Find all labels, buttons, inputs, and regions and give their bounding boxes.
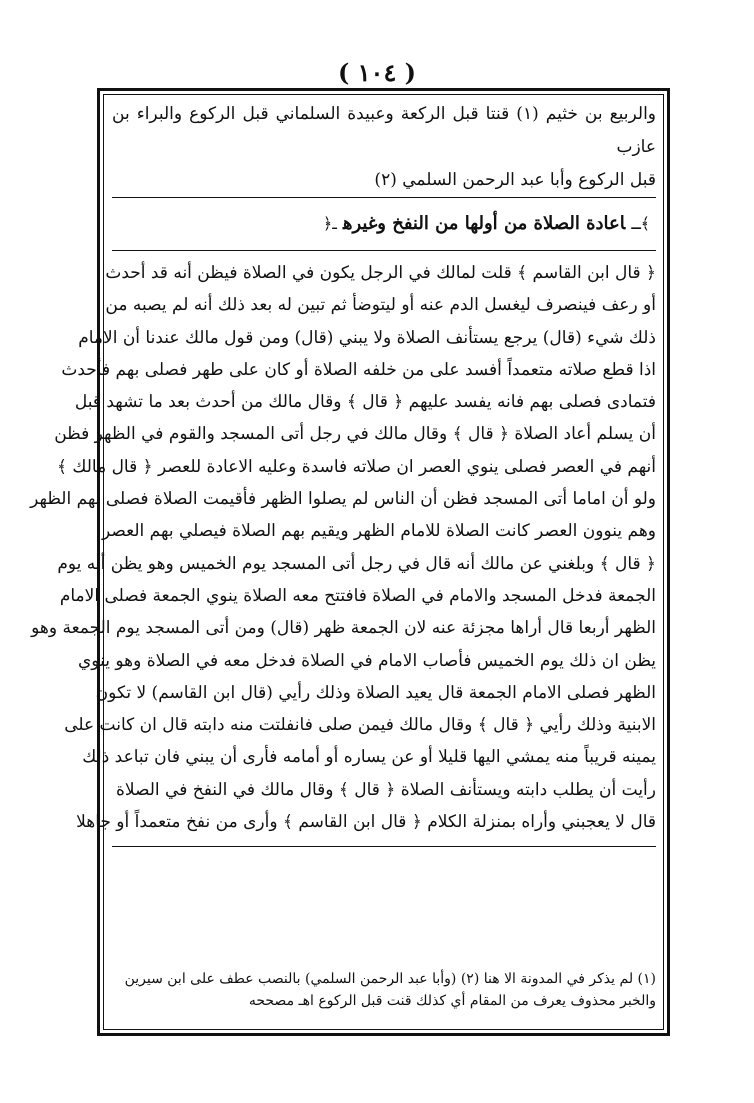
body-line: يمينه قريباً منه يمشي اليها قليلا أو عن يساره أو أمامه فأرى أن يبني فان تباعد ذلك	[82, 747, 656, 768]
body-line: ﴿ قال ﴾ وبلغني عن مالك أنه قال في رجل أتى المسجد يوم الخميس وهو يظن أنه يوم	[57, 553, 656, 574]
body-line: فتمادى فصلى بهم فانه يفسد عليهم ﴿ قال ﴾ وقال مالك من أحدث بعد ما تشهد قبل	[74, 392, 656, 413]
section-heading	[112, 198, 656, 250]
body-line: يظن ان ذلك يوم الخميس فأصاب الامام في الصلاة فدخل معه في الصلاة وهو ينوي	[78, 650, 656, 671]
intro-line: والربيع بن خثيم (١) قنتا قبل الركعة وعبيدة السلماني قبل الركوع والبراء بن عازب	[112, 104, 657, 157]
intro-line: قبل الركوع وأبا عبد الرحمن السلمي (٢)	[374, 170, 656, 190]
page-number: ( ١٠٤ )	[337, 58, 417, 87]
body-line: أو رعف فينصرف ليغسل الدم عنه أو ليتوضأ ثم تبين له بعد ذلك أنه لم يصبه من	[105, 295, 656, 316]
body-line: ذلك شيء (قال) يرجع يستأنف الصلاة ولا يبني (قال) ومن قول مالك عندنا أن الامام	[78, 327, 656, 348]
body-line: اذا قطع صلاته متعمداً أفسد على من خلفه الصلاة أو كان على طهر فصلى بهم فأحدث	[61, 359, 656, 380]
main-text-block	[30, 98, 657, 847]
body-paragraph	[30, 251, 656, 838]
intro-paragraph	[112, 98, 656, 197]
footnote-divider	[112, 846, 656, 847]
section-heading-text: اعادة الصلاة من أولها من النفخ وغيره	[342, 213, 626, 234]
body-line: وهم ينوون العصر كانت الصلاة للامام الظهر ويقيم بهم الصلاة فيصلي بهم العصر	[102, 521, 656, 542]
heading-ornament-left: ﴾ـ	[631, 214, 650, 233]
body-line: الظهر فصلى الامام الجمعة قال يعيد الصلاة وذلك رأيي (قال ابن القاسم) لا تكون	[95, 682, 656, 703]
body-line: الابنية وذلك رأيي ﴿ قال ﴾ وقال مالك فيمن صلى فانفلتت منه دابته قال ان كانت على	[64, 715, 656, 736]
body-line: ولو أن اماما أتى المسجد فظن أن الناس لم يصلوا الظهر فأقيمت الصلاة فصلى بهم الظهر	[30, 489, 656, 510]
body-line: قال لا يعجبني وأراه بمنزلة الكلام ﴿ قال ابن القاسم ﴾ وأرى من نفخ متعمداً أو جاهلا	[76, 812, 656, 833]
body-line: الجمعة فدخل المسجد والامام في الصلاة فافتتح معه الصلاة ينوي الجمعة فصلى الامام	[59, 585, 656, 606]
body-line: الظهر أربعا قال أراها مجزئة عنه لان الجمعة ظهر (قال) ومن أتى المسجد يوم الجمعة وهو	[31, 618, 656, 639]
body-line: أنهم في العصر فصلى ينوي العصر ان صلاته فاسدة وعليه الاعادة للعصر ﴿ قال مالك ﴾	[57, 456, 656, 477]
body-line: ﴿ قال ابن القاسم ﴾ قلت لمالك في الرجل يكون في الصلاة فيظن أنه قد أحدث	[105, 263, 656, 283]
footnotes	[112, 968, 656, 1012]
footnote-line: والخبر محذوف يعرف من المقام أي كذلك قنت قبل الركوع اهـ مصححه	[248, 993, 656, 1009]
footnote-line: (١) لم يذكر في المدونة الا هنا (٢) (وأبا عبد الرحمن السلمي) بالنصب عطف على ابن سيرين	[124, 971, 656, 987]
body-line: رأيت أن يطلب دابته ويستأنف الصلاة ﴿ قال ﴾ وقال مالك في النفخ في الصلاة	[115, 779, 656, 800]
body-line: أن يسلم أعاد الصلاة ﴿ قال ﴾ وقال مالك في رجل أتى المسجد والقوم في الظهر فظن	[54, 424, 656, 445]
heading-ornament-right: ـ﴿	[322, 214, 337, 233]
